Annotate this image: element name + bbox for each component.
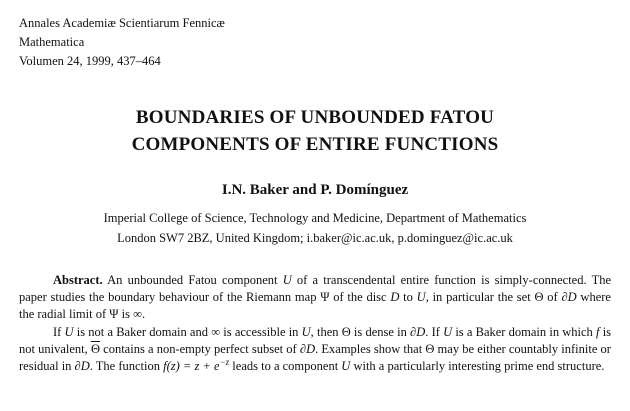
abstract-text: , in particular the set [425, 290, 535, 305]
formula-exponent: −z [219, 357, 230, 368]
abstract-text: contains a non-empty perfect subset of [99, 341, 300, 356]
abstract-text: may be either countably infinite or residual in [19, 341, 611, 374]
abstract-text: . [142, 307, 146, 322]
abstract-text: is not univalent, [19, 324, 612, 356]
abstract-text: of a transcendental entire function is simply-connected. The paper studies the boundary behaviour of the Riemann map [19, 273, 612, 305]
abstract-text: . Examples show that [315, 341, 426, 356]
math-symbol: Θ [534, 290, 544, 305]
abstract-text: where the radial limit of [19, 290, 611, 322]
math-symbol: Θ [425, 341, 435, 356]
abstract-text: to [399, 290, 417, 305]
journal-name: Annales Academiæ Scientiarum Fennicæ [19, 16, 225, 30]
math-symbol: U [301, 324, 311, 339]
math-symbol: f [596, 324, 600, 339]
math-symbol: ∞ [211, 324, 221, 339]
affiliation-line-1: Imperial College of Science, Technology and Medicine, Department of Mathematics [103, 211, 527, 225]
abstract-text: If [53, 324, 65, 339]
math-symbol: ∂D [410, 324, 426, 339]
authors: I.N. Baker and P. Domínguez [221, 182, 409, 198]
title-line-2: COMPONENTS OF ENTIRE FUNCTIONS [131, 134, 499, 155]
abstract-text: is not a Baker domain and [73, 324, 212, 339]
abstract-text: is a Baker domain in which [452, 324, 597, 339]
math-symbol: D [390, 290, 400, 305]
math-symbol: U [341, 359, 351, 374]
abstract-text: . The function [89, 359, 164, 374]
affiliation [0, 208, 630, 248]
abstract-paragraph-1 [19, 272, 611, 324]
math-symbol: ∂D [299, 341, 316, 356]
math-symbol: Θ [341, 324, 351, 339]
abstract-text: . If [425, 324, 444, 339]
math-symbol: Ψ [320, 290, 330, 305]
abstract-text: is [118, 307, 134, 322]
abstract-text: , then [310, 324, 342, 339]
abstract-text: with a particularly interesting prime end structure. [350, 359, 605, 374]
math-symbol: ∂D [561, 290, 577, 305]
journal-series: Mathematica [19, 35, 85, 49]
math-symbol: ∂D [74, 359, 90, 374]
abstract-heading: Abstract. [53, 273, 103, 287]
abstract-text: leads to a component [229, 359, 342, 374]
math-symbol: U [416, 290, 426, 305]
affiliation-line-2: London SW7 2BZ, United Kingdom; i.baker@ic.ac.uk, p.dominguez@ic.ac.uk [117, 231, 513, 245]
math-symbol: ∞ [133, 307, 143, 322]
abstract-text: is dense in [350, 324, 411, 339]
abstract-text: An unbounded Fatou component [102, 273, 283, 287]
paper-title [0, 104, 630, 158]
math-symbol: U [282, 273, 292, 287]
abstract-text: is accessible in [220, 324, 302, 339]
abstract-paragraph-2 [19, 324, 611, 376]
math-symbol: Ψ [109, 307, 119, 322]
abstract [19, 272, 611, 375]
journal-volume: Volumen 24, 1999, 437–464 [19, 54, 161, 68]
abstract-text: of [543, 290, 562, 305]
title-line-1: BOUNDARIES OF UNBOUNDED FATOU [135, 107, 495, 128]
theta-closure-symbol: $\overline{\Theta}$ [90, 341, 100, 356]
abstract-text: of the disc [329, 290, 391, 305]
math-symbol: U [443, 324, 453, 339]
math-symbol: U [64, 324, 74, 339]
journal-header [19, 14, 225, 71]
function-formula: f(z) = z + e [163, 359, 220, 374]
